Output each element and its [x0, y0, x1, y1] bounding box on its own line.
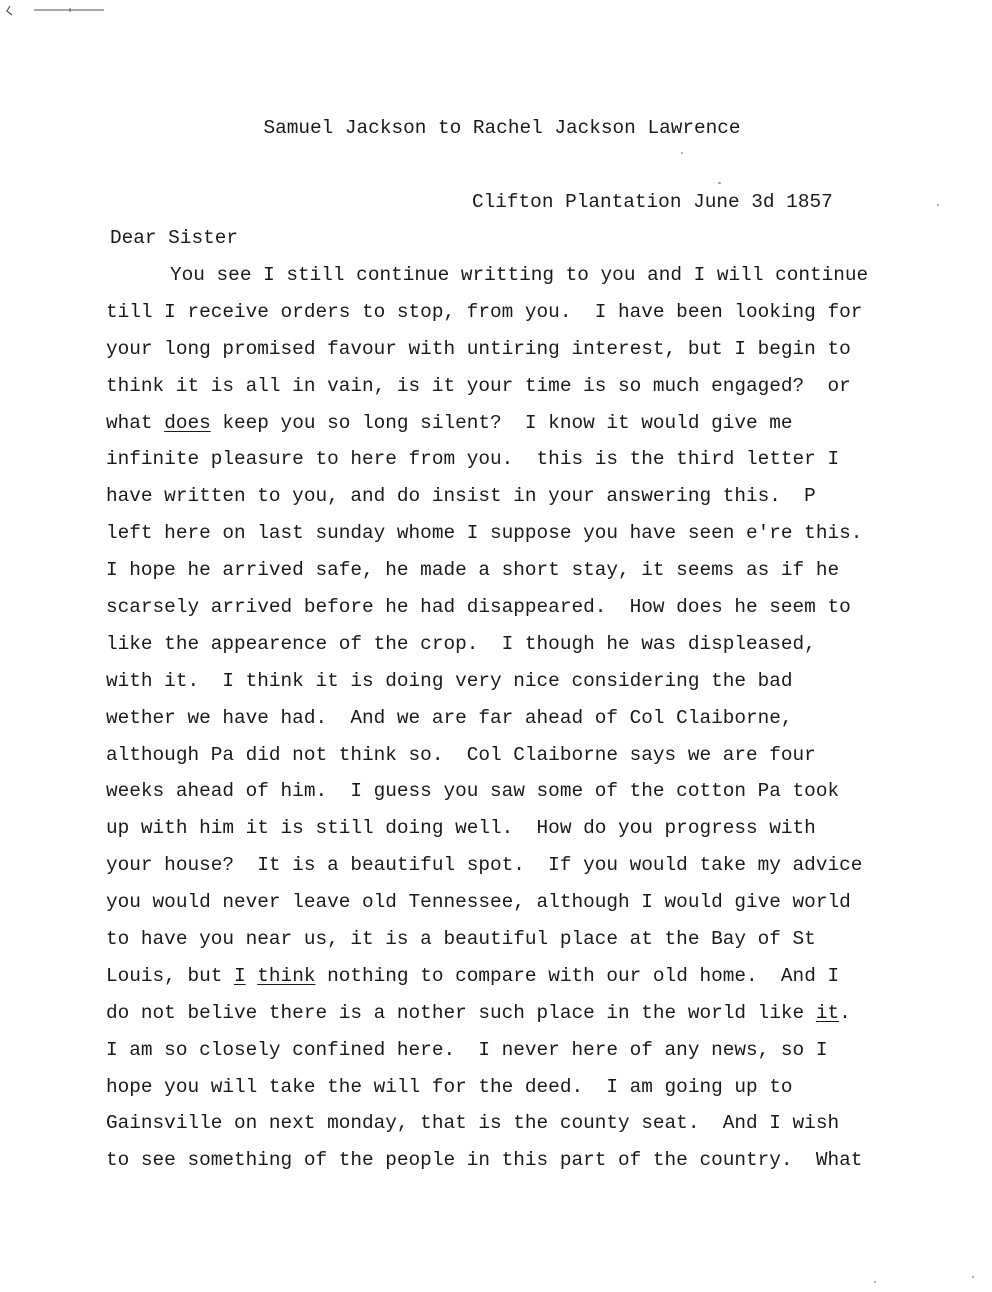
letter-line: I hope he arrived safe, he made a short stay, it seems as if he — [106, 559, 840, 582]
scan-speck — [972, 1276, 974, 1278]
scan-speck — [937, 204, 939, 206]
letter-line: to see something of the people in this part of the country. What — [106, 1149, 863, 1172]
letter-line: Louis, but I think nothing to compare with our old home. And I — [106, 964, 840, 987]
letter-line: have written to you, and do insist in your answering this. P — [106, 485, 816, 508]
letter-line: your long promised favour with untiring interest, but I begin to — [106, 337, 851, 360]
letter-line: hope you will take the will for the deed. I am going up to — [106, 1075, 793, 1098]
underlined-word: think — [257, 964, 316, 987]
letter-line: with it. I think it is doing very nice considering the bad — [106, 669, 793, 692]
letter-line: Gainsville on next monday, that is the county seat. And I wish — [106, 1112, 840, 1135]
letter-line: infinite pleasure to here from you. this is the third letter I — [106, 448, 840, 471]
letter-line: although Pa did not think so. Col Claiborne says we are four — [106, 743, 816, 766]
underlined-word: does — [164, 411, 211, 434]
letter-line: your house? It is a beautiful spot. If you would take my advice — [106, 854, 863, 877]
letter-line: scarsely arrived before he had disappeared. How does he seem to — [106, 596, 851, 619]
letter-line: up with him it is still doing well. How do you progress with — [106, 817, 816, 840]
letter-line: I am so closely confined here. I never here of any news, so I — [106, 1038, 828, 1061]
letter-line: like the appearence of the crop. I though he was displeased, — [106, 632, 816, 655]
scan-speck — [874, 1281, 876, 1283]
letter-line: think it is all in vain, is it your time is so much engaged? or — [106, 374, 851, 397]
letter-dateline: Clifton Plantation June 3d 1857 — [472, 191, 833, 213]
letter-line: to have you near us, it is a beautiful place at the Bay of St — [106, 928, 816, 951]
letter-salutation: Dear Sister — [110, 227, 238, 249]
scan-speck — [681, 152, 683, 154]
letter-title: Samuel Jackson to Rachel Jackson Lawrence — [263, 117, 741, 139]
letter-line: You see I still continue writting to you and I will continue — [170, 264, 869, 286]
letter-line: you would never leave old Tennessee, although I would give world — [106, 891, 851, 914]
letter-line: wether we have had. And we are far ahead of Col Claiborne, — [106, 706, 793, 729]
letter-line: do not belive there is a nother such place in the world like it. — [106, 1001, 851, 1024]
underlined-word: it — [815, 1001, 840, 1024]
letter-body — [106, 263, 976, 1185]
letter-line: weeks ahead of him. I guess you saw some of the cotton Pa took — [106, 780, 840, 803]
letter-line: left here on last sunday whome I suppose you have seen e're this. — [106, 522, 863, 545]
letter-line: what does keep you so long silent? I know it would give me — [106, 411, 793, 434]
scan-speck — [718, 182, 721, 184]
letter-line: till I receive orders to stop, from you. I have been looking for — [106, 300, 863, 323]
pencil-mark — [6, 2, 106, 22]
underlined-word: I — [234, 964, 246, 987]
